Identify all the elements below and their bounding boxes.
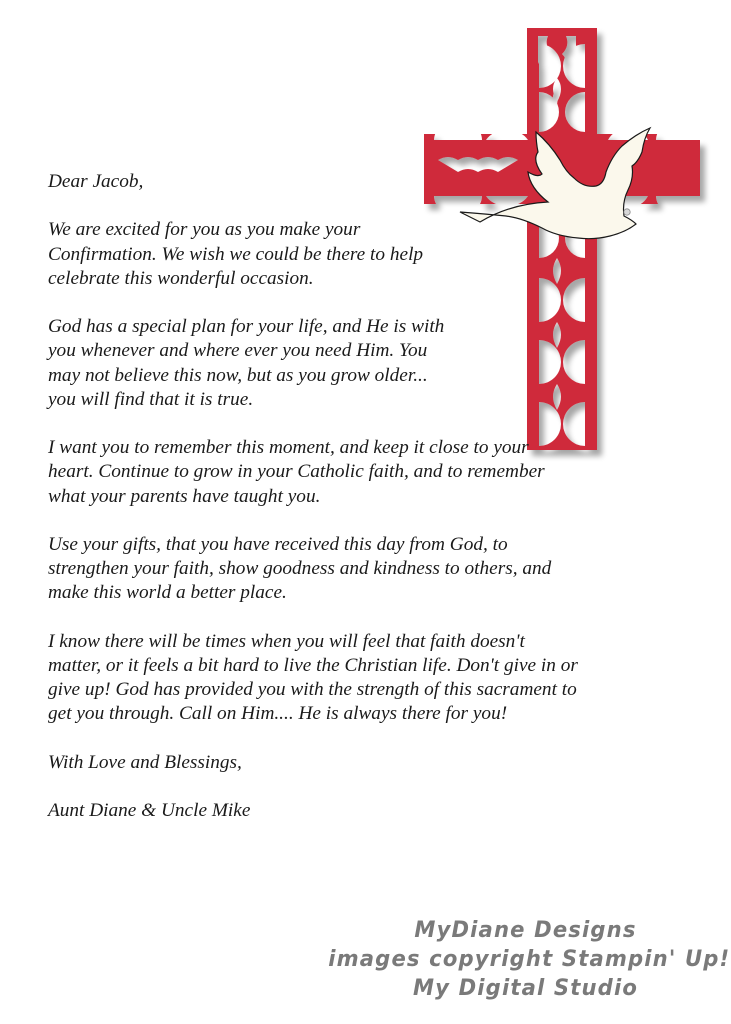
paragraph-2-line-2: you whenever and where ever you need Him. You (48, 340, 428, 362)
paragraph-5-line-3: give up! God has provided you with the strength of this sacrament to (48, 679, 577, 701)
paragraph-4-line-3: make this world a better place. (48, 582, 287, 604)
credits-watermark (328, 916, 731, 1003)
paragraph-1-line-2: Confirmation. We wish we could be there to help (48, 243, 424, 265)
credits-line-copyright: images copyright Stampin' Up! (328, 947, 731, 972)
paragraph-4-line-1: Use your gifts, that you have received this day from God, to (48, 533, 508, 555)
salutation: Dear Jacob, (48, 171, 144, 192)
letter-body (48, 170, 688, 823)
paragraph-3-line-3: what your parents have taught you. (48, 485, 321, 507)
paragraph-2-line-4: you will find that it is true. (48, 388, 254, 410)
closing: With Love and Blessings, (48, 751, 242, 773)
paragraph-5-line-2: matter, or it feels a bit hard to live the Christian life. Don't give in or (48, 654, 578, 676)
paragraph-3-line-1: I want you to remember this moment, and keep it close to your (48, 437, 529, 459)
paragraph-3-line-2: heart. Continue to grow in your Catholic faith, and to remember (48, 461, 545, 483)
paragraph-1-line-3: celebrate this wonderful occasion. (48, 267, 314, 289)
credits-line-software: My Digital Studio (413, 976, 638, 1001)
paragraph-2-line-3: may not believe this now, but as you grow older... (48, 364, 428, 386)
credits-line-designer: MyDiane Designs (414, 918, 637, 943)
signature: Aunt Diane & Uncle Mike (48, 800, 251, 822)
paragraph-2-line-1: God has a special plan for your life, and He is with (48, 316, 445, 338)
paragraph-4-line-2: strengthen your faith, show goodness and kindness to others, and (48, 558, 552, 580)
paragraph-5-line-1: I know there will be times when you will feel that faith doesn't (48, 630, 525, 652)
paragraph-5-line-4: get you through. Call on Him.... He is always there for you! (48, 703, 508, 725)
paragraph-1-line-1: We are excited for you as you make your (48, 219, 361, 241)
